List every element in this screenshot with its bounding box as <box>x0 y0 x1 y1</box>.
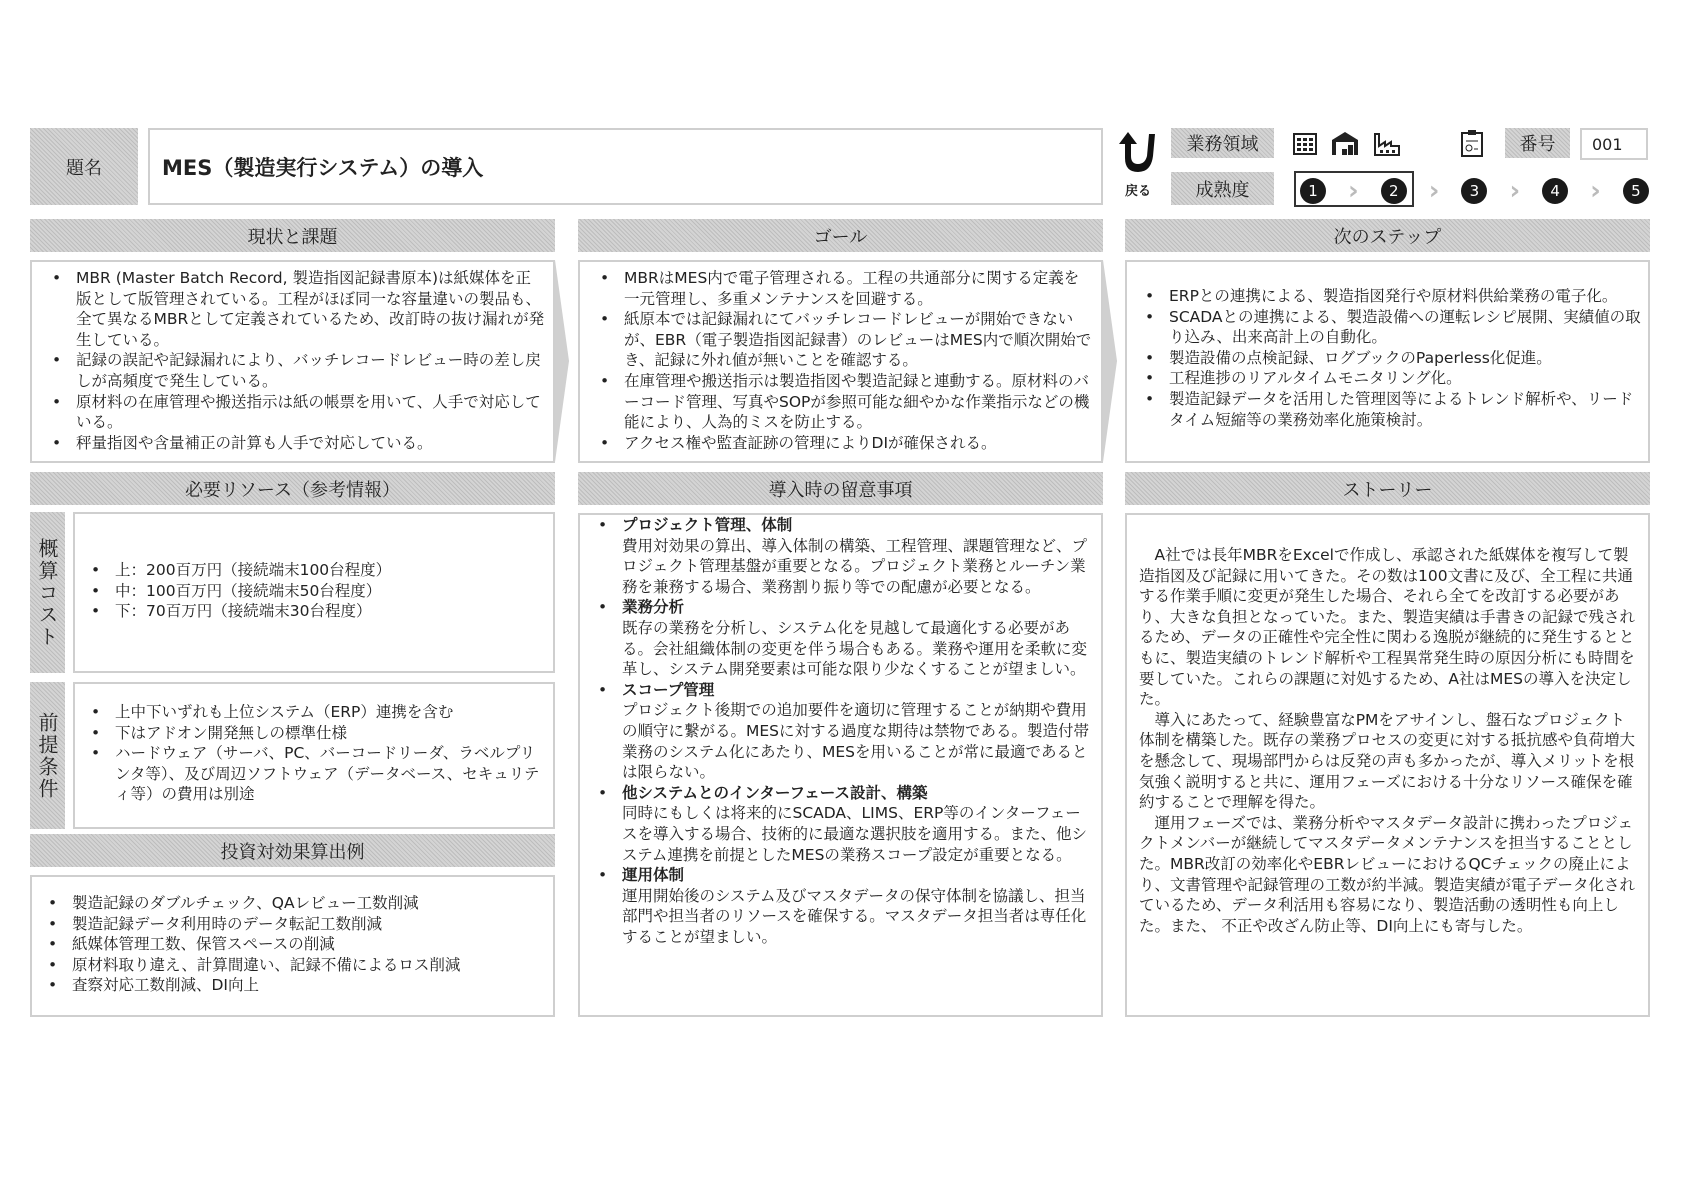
list-item: • 下：70百万円（接続端末30台程度） <box>79 601 549 622</box>
list-item: • スコープ管理 プロジェクト後期での追加要件を適切に管理することが納期や費用の順守に繋がる。MESに対する過度な期待は禁物である。製造付帯業務のシステム化にあたり、MESを用いることが常に最適であるとは限らない。 <box>586 680 1095 783</box>
maturity-label: 成熟度 <box>1171 172 1274 205</box>
next-steps-header: 次のステップ <box>1125 219 1650 252</box>
page-title: MES（製造実行システム）の導入 <box>148 128 1103 205</box>
roi-panel <box>30 875 555 1017</box>
story-panel <box>1125 513 1650 1017</box>
notes-panel <box>578 513 1103 1017</box>
next-steps-panel <box>1125 260 1650 463</box>
back-arrow-icon <box>1115 130 1161 176</box>
title-label: 題名 <box>30 128 138 205</box>
list-item: • 上：200百万円（接続端末100台程度） <box>79 560 549 581</box>
building-icon <box>1292 130 1318 156</box>
list-item: • 製造記録のダブルチェック、QAレビュー工数削減 <box>36 893 549 914</box>
maturity-step-5: 5 <box>1623 178 1649 204</box>
domain-label: 業務領域 <box>1171 128 1274 158</box>
list-item: • 他システムとのインターフェース設計、構築 同時にもしくは将来的にSCADA、LIMS、ERP等のインターフェースを導入する場合、技術的に最適な選択肢を適用する。また、他システム連携を前提としたMESの業務スコープ設定が重要となる。 <box>586 783 1095 865</box>
list-item: • 記録の誤記や記録漏れにより、バッチレコードレビュー時の差し戻しが高頻度で発生している。 <box>40 350 545 391</box>
resources-header: 必要リソース（参考情報） <box>30 472 555 505</box>
back-button[interactable] <box>1112 130 1164 200</box>
cost-label: 概算コスト <box>30 512 65 673</box>
flow-arrow <box>555 260 569 462</box>
cost-panel <box>73 512 555 673</box>
list-item: • 製造記録データを活用した管理図等によるトレンド解析や、リードタイム短縮等の業務効率化施策検討。 <box>1133 389 1642 430</box>
number-value: 001 <box>1580 128 1648 160</box>
premise-label: 前提条件 <box>30 682 65 829</box>
list-item: • アクセス権や監査証跡の管理によりDIが確保される。 <box>588 433 1093 454</box>
list-item: • MBR (Master Batch Record, 製造指図記録書原本)は紙媒体を正版として版管理されている。工程がほぼ同一な容量違いの製品も、全て異なるMBRとして定義されているため、改訂時の抜け漏れが発生している。 <box>40 268 545 350</box>
list-item: • 中：100百万円（接続端末50台程度） <box>79 581 549 602</box>
chevron-right-icon: › <box>1428 176 1440 206</box>
list-item: • 原材料取り違え、計算間違い、記録不備によるロス削減 <box>36 955 549 976</box>
factory-icon <box>1372 130 1402 156</box>
roi-header: 投資対効果算出例 <box>30 834 555 867</box>
list-item: • 在庫管理や搬送指示は製造指図や製造記録と連動する。原材料のバーコード管理、写真やSOPが参照可能な細やかな作業指示などの機能により、人為的ミスを防止する。 <box>588 371 1093 433</box>
maturity-scale <box>1300 176 1649 206</box>
story-paragraph: A社では長年MBRをExcelで作成し、承認された紙媒体を複写して製造指図及び記録に用いてきた。その数は100文書に及び、全工程に共通する作業手順に変更が発生した場合、それら全てを改訂する必要があり、大きな負担となっていた。また、製造実績は手書きの記録で残されるため、データの正確性や完全性に関わる逸脱が継続的に発生するとともに、製造実績のトレンド解析や工程異常発生時の原因分析にも時間を要していた。これらの課題に対処するため、A社はMESの導入を決定した。 <box>1139 546 1636 709</box>
story-paragraph: 導入にあたって、経験豊富なPMをアサインし、盤石なプロジェクト体制を構築した。既存の業務プロセスの変更に対する抵抗感や負荷増大を懸念して、現場部門からは反発の声も多かったが、導入メリットを根気強く説明すると共に、運用フェーズにおける十分なリソース確保を確約することで理解を得た。 <box>1139 710 1636 812</box>
list-item: • 査察対応工数削減、DI向上 <box>36 975 549 996</box>
maturity-step-1: 1 <box>1300 178 1326 204</box>
list-item: • プロジェクト管理、体制 費用対効果の算出、導入体制の構築、工程管理、課題管理など、プロジェクト管理基盤が重要となる。プロジェクト業務とルーチン業務を兼務する場合、業務割り振り等での配慮が必要となる。 <box>586 515 1095 597</box>
maturity-step-3: 3 <box>1461 178 1487 204</box>
current-panel <box>30 260 555 463</box>
list-item: • 運用体制 運用開始後のシステム及びマスタデータの保守体制を協議し、担当部門や担当者のリソースを確保する。マスタデータ担当者は専任化することが望ましい。 <box>586 865 1095 947</box>
number-label: 番号 <box>1505 128 1570 158</box>
list-item: • 工程進捗のリアルタイムモニタリング化。 <box>1133 368 1642 389</box>
list-item: • 製造設備の点検記録、ログブックのPaperless化促進。 <box>1133 348 1642 369</box>
list-item: • 原材料の在庫管理や搬送指示は紙の帳票を用いて、人手で対応している。 <box>40 392 545 433</box>
list-item: • 業務分析 既存の業務を分析し、システム化を見越して最適化する必要がある。会社組織体制の変更を伴う場合もある。業務や運用を柔軟に変革し、システム開発要素は可能な限り少なくすることが望ましい。 <box>586 597 1095 679</box>
warehouse-icon <box>1330 130 1360 156</box>
goal-panel <box>578 260 1103 463</box>
chevron-right-icon: › <box>1348 176 1359 206</box>
list-item: • ハードウェア（サーバ、PC、バーコードリーダ、ラベルプリンタ等）、及び周辺ソフトウェア（データベース、セキュリティ等）の費用は別途 <box>79 743 549 805</box>
list-item: • 下はアドオン開発無しの標準仕様 <box>79 723 549 744</box>
clipboard-icon <box>1460 129 1484 157</box>
list-item: • MBRはMES内で電子管理される。工程の共通部分に関する定義を一元管理し、多重メンテナンスを回避する。 <box>588 268 1093 309</box>
story-paragraph: 運用フェーズでは、業務分析やマスタデータ設計に携わったプロジェクトメンバーが継続してマスタデータメンテナンスを担当することとした。MBR改訂の効率化やEBRレビューにおけるQCチェックの廃止により、文書管理や記録管理の工数が約半減。製造実績が電子データ化されているため、データ利活用も容易になり、製造活動の透明性も向上した。また、 不正や改ざん防止等、DI向上にも寄与した。 <box>1139 813 1636 935</box>
list-item: • 紙媒体管理工数、保管スペースの削減 <box>36 934 549 955</box>
maturity-step-4: 4 <box>1542 178 1568 204</box>
goal-header: ゴール <box>578 219 1103 252</box>
chevron-right-icon: › <box>1509 176 1521 206</box>
flow-arrow <box>1103 260 1117 462</box>
chevron-right-icon: › <box>1590 176 1601 206</box>
notes-header: 導入時の留意事項 <box>578 472 1103 505</box>
list-item: • 製造記録データ利用時のデータ転記工数削減 <box>36 914 549 935</box>
list-item: • 秤量指図や含量補正の計算も人手で対応している。 <box>40 433 545 454</box>
list-item: • 紙原本では記録漏れにてバッチレコードレビューが開始できないが、EBR（電子製造指図記録書）のレビューはMES内で順次開始でき、記録に外れ値が無いことを確認する。 <box>588 309 1093 371</box>
premise-panel <box>73 682 555 829</box>
current-header: 現状と課題 <box>30 219 555 252</box>
back-label: 戻る <box>1124 184 1151 199</box>
maturity-step-2: 2 <box>1381 178 1407 204</box>
list-item: • SCADAとの連携による、製造設備への運転レシピ展開、実績値の取り込み、出来高計上の自動化。 <box>1133 307 1642 348</box>
list-item: • 上中下いずれも上位システム（ERP）連携を含む <box>79 702 549 723</box>
story-header: ストーリー <box>1125 472 1650 505</box>
list-item: • ERPとの連携による、製造指図発行や原材料供給業務の電子化。 <box>1133 286 1642 307</box>
